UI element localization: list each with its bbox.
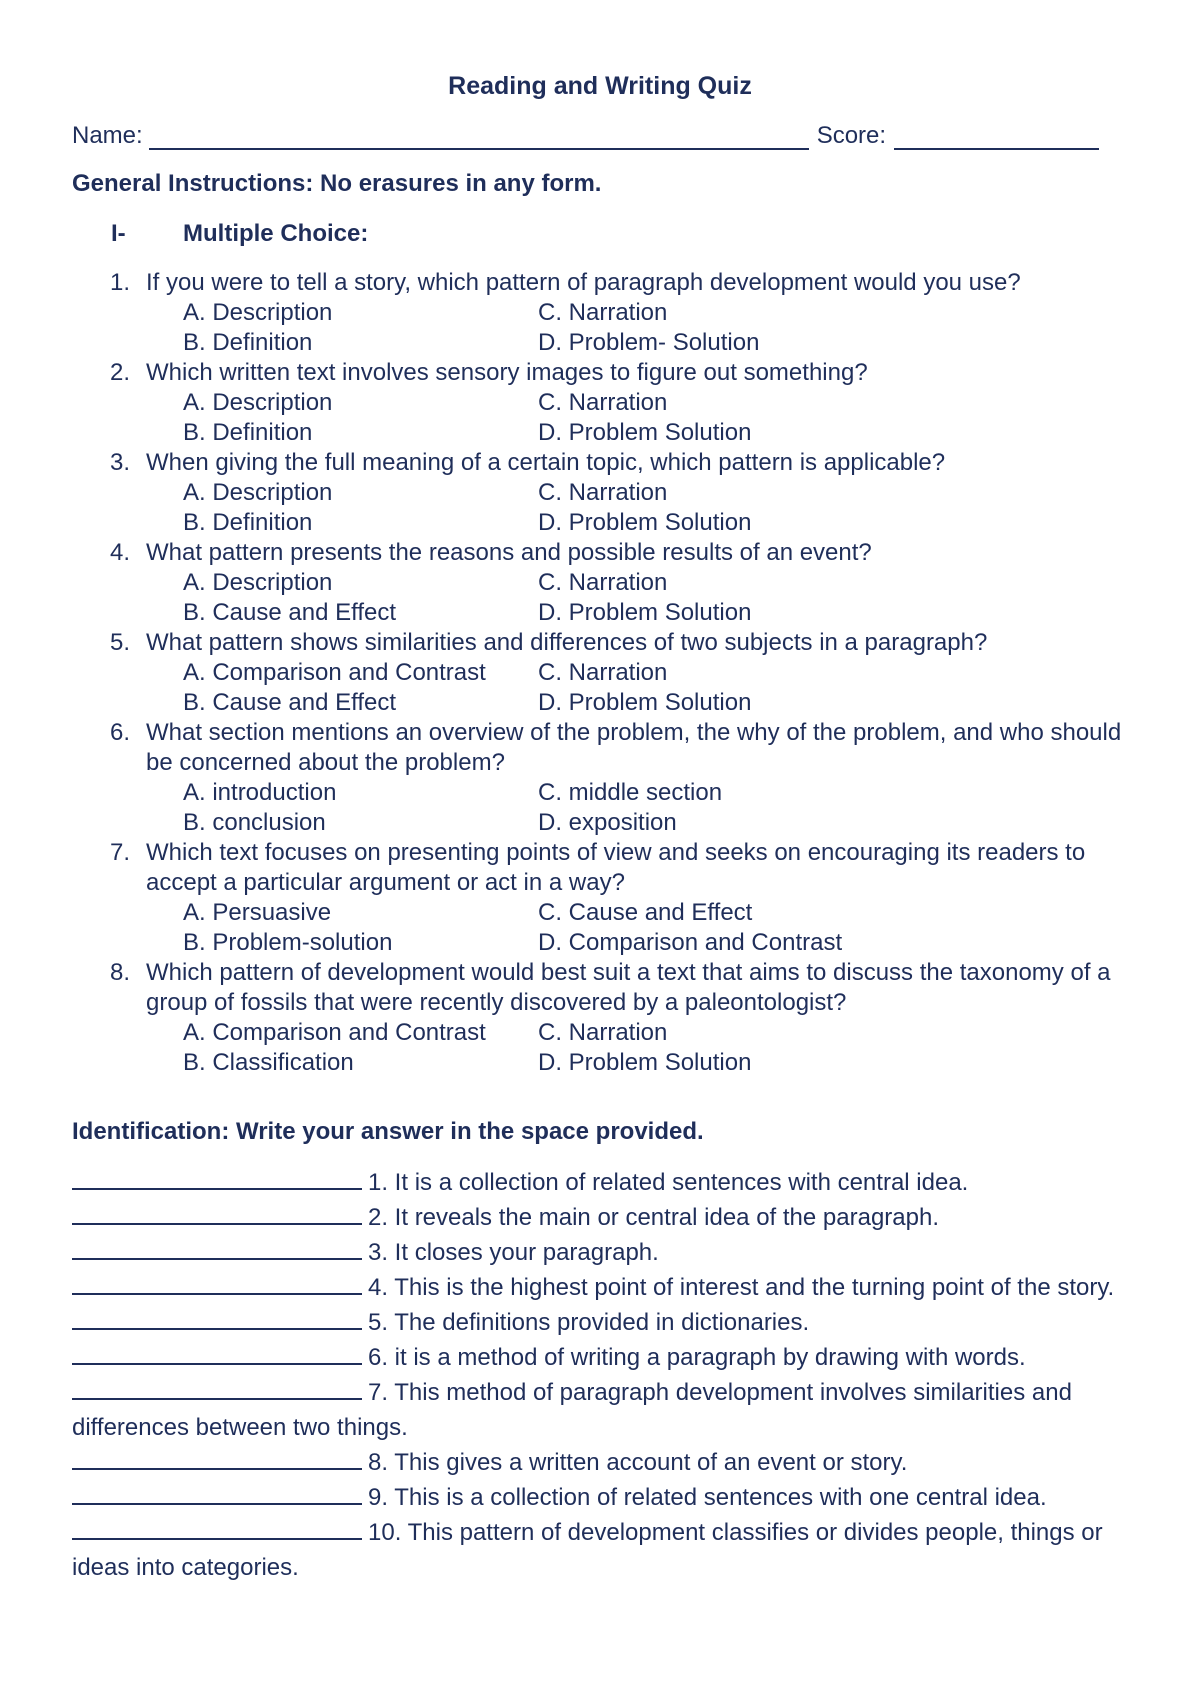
answer-option[interactable]: B. Cause and Effect bbox=[183, 689, 397, 716]
identification-item bbox=[72, 1200, 1132, 1235]
option-row bbox=[0, 418, 1200, 448]
answer-option[interactable]: C. Cause and Effect bbox=[538, 899, 753, 926]
question-text: Which written text involves sensory images to figure out something? bbox=[146, 359, 868, 386]
question-text: Which text focuses on presenting points of view and seeks on encouraging its readers to accept a particular argument or act in a way? bbox=[146, 839, 1086, 896]
score-blank[interactable] bbox=[894, 126, 1099, 150]
answer-blank[interactable] bbox=[72, 1271, 362, 1295]
identification-item bbox=[72, 1480, 1132, 1515]
option-row bbox=[0, 928, 1200, 958]
answer-option[interactable]: A. Comparison and Contrast bbox=[183, 1019, 486, 1046]
answer-option[interactable]: A. Description bbox=[183, 479, 333, 506]
question-number: 4. bbox=[110, 539, 131, 566]
answer-option[interactable]: D. Problem Solution bbox=[538, 419, 752, 446]
identification-item bbox=[72, 1305, 1132, 1340]
name-score-row bbox=[72, 122, 1122, 150]
answer-blank[interactable] bbox=[72, 1376, 362, 1400]
name-label: Name: bbox=[72, 122, 143, 149]
identification-item bbox=[72, 1340, 1132, 1375]
answer-blank[interactable] bbox=[72, 1166, 362, 1190]
answer-option[interactable]: C. Narration bbox=[538, 659, 668, 686]
question-text: If you were to tell a story, which pattern of paragraph development would you use? bbox=[146, 269, 1021, 296]
answer-blank[interactable] bbox=[72, 1341, 362, 1365]
option-row bbox=[0, 898, 1200, 928]
option-row bbox=[0, 778, 1200, 808]
quiz-title: Reading and Writing Quiz bbox=[448, 72, 752, 100]
question-text: What pattern presents the reasons and possible results of an event? bbox=[146, 539, 872, 566]
identification-text: 5. The definitions provided in dictionaries. bbox=[368, 1309, 810, 1336]
answer-blank[interactable] bbox=[72, 1446, 362, 1470]
identification-text: 4. This is the highest point of interest and the turning point of the story. bbox=[368, 1274, 1115, 1301]
answer-option[interactable]: A. introduction bbox=[183, 779, 337, 806]
option-row bbox=[0, 1048, 1200, 1078]
answer-option[interactable]: B. Definition bbox=[183, 419, 313, 446]
identification-text: 8. This gives a written account of an event or story. bbox=[368, 1449, 908, 1476]
answer-blank[interactable] bbox=[72, 1306, 362, 1330]
question-text: When giving the full meaning of a certain topic, which pattern is applicable? bbox=[146, 449, 946, 476]
answer-blank[interactable] bbox=[72, 1481, 362, 1505]
answer-option[interactable]: B. Cause and Effect bbox=[183, 599, 397, 626]
answer-option[interactable]: B. Classification bbox=[183, 1049, 354, 1076]
option-row bbox=[0, 298, 1200, 328]
answer-option[interactable]: D. Problem Solution bbox=[538, 689, 752, 716]
question-number: 2. bbox=[110, 359, 131, 386]
identification-list bbox=[72, 1165, 1132, 1585]
option-row bbox=[0, 1018, 1200, 1048]
multiple-choice-list bbox=[0, 268, 1200, 1078]
option-row bbox=[0, 388, 1200, 418]
score-label: Score: bbox=[816, 122, 887, 149]
option-row bbox=[0, 658, 1200, 688]
identification-item bbox=[72, 1235, 1132, 1270]
answer-option[interactable]: B. Definition bbox=[183, 509, 313, 536]
identification-item bbox=[72, 1445, 1132, 1480]
answer-option[interactable]: D. exposition bbox=[538, 809, 677, 836]
answer-option[interactable]: A. Description bbox=[183, 299, 333, 326]
identification-item bbox=[72, 1165, 1132, 1200]
answer-option[interactable]: C. Narration bbox=[538, 299, 668, 326]
identification-text: 10. This pattern of development classifies or divides people, things or ideas into categories. bbox=[72, 1519, 1103, 1581]
option-row bbox=[0, 598, 1200, 628]
answer-option[interactable]: A. Comparison and Contrast bbox=[183, 659, 486, 686]
question-item bbox=[0, 538, 1200, 568]
identification-text: 6. it is a method of writing a paragraph by drawing with words. bbox=[368, 1344, 1026, 1371]
identification-item bbox=[72, 1375, 1132, 1445]
question-text: What pattern shows similarities and differences of two subjects in a paragraph? bbox=[146, 629, 988, 656]
identification-item bbox=[72, 1515, 1132, 1585]
answer-option[interactable]: A. Persuasive bbox=[183, 899, 332, 926]
answer-option[interactable]: B. conclusion bbox=[183, 809, 326, 836]
option-row bbox=[0, 328, 1200, 358]
question-text: Which pattern of development would best suit a text that aims to discuss the taxonomy of a group of fossils that were recently discovered by a paleontologist? bbox=[146, 959, 1111, 1016]
option-row bbox=[0, 688, 1200, 718]
answer-option[interactable]: C. Narration bbox=[538, 1019, 668, 1046]
identification-text: 7. This method of paragraph development involves similarities and differences between two things. bbox=[72, 1379, 1072, 1441]
question-item bbox=[0, 838, 1200, 898]
answer-option[interactable]: A. Description bbox=[183, 569, 333, 596]
question-item bbox=[0, 958, 1200, 1018]
answer-option[interactable]: D. Comparison and Contrast bbox=[538, 929, 843, 956]
question-number: 3. bbox=[110, 449, 131, 476]
answer-option[interactable]: B. Definition bbox=[183, 329, 313, 356]
question-item bbox=[0, 448, 1200, 478]
option-row bbox=[0, 478, 1200, 508]
answer-option[interactable]: C. Narration bbox=[538, 569, 668, 596]
answer-option[interactable]: B. Problem-solution bbox=[183, 929, 393, 956]
answer-option[interactable]: D. Problem Solution bbox=[538, 599, 752, 626]
question-number: 8. bbox=[110, 959, 131, 986]
identification-text: 3. It closes your paragraph. bbox=[368, 1239, 659, 1266]
section-numeral: I- bbox=[111, 220, 126, 247]
answer-option[interactable]: D. Problem Solution bbox=[538, 509, 752, 536]
question-number: 6. bbox=[110, 719, 131, 746]
question-item bbox=[0, 268, 1200, 298]
option-row bbox=[0, 508, 1200, 538]
answer-blank[interactable] bbox=[72, 1201, 362, 1225]
answer-blank[interactable] bbox=[72, 1236, 362, 1260]
question-item bbox=[0, 718, 1200, 778]
question-number: 1. bbox=[110, 269, 131, 296]
answer-option[interactable]: D. Problem- Solution bbox=[538, 329, 760, 356]
question-number: 7. bbox=[110, 839, 131, 866]
question-number: 5. bbox=[110, 629, 131, 656]
general-instructions: General Instructions: No erasures in any form. bbox=[72, 170, 602, 197]
identification-text: 2. It reveals the main or central idea of the paragraph. bbox=[368, 1204, 939, 1231]
question-item bbox=[0, 358, 1200, 388]
identification-heading: Identification: Write your answer in the space provided. bbox=[72, 1118, 704, 1145]
section-multiple-choice-heading bbox=[111, 220, 368, 248]
identification-text: 1. It is a collection of related sentences with central idea. bbox=[368, 1169, 969, 1196]
question-item bbox=[0, 628, 1200, 658]
section-label: Multiple Choice: bbox=[183, 220, 369, 247]
name-blank[interactable] bbox=[149, 126, 809, 150]
option-row bbox=[0, 808, 1200, 838]
question-text: What section mentions an overview of the problem, the why of the problem, and who should be concerned about the problem? bbox=[146, 719, 1122, 776]
answer-option[interactable]: C. Narration bbox=[538, 389, 668, 416]
answer-option[interactable]: C. middle section bbox=[538, 779, 723, 806]
identification-item bbox=[72, 1270, 1132, 1305]
option-row bbox=[0, 568, 1200, 598]
answer-option[interactable]: D. Problem Solution bbox=[538, 1049, 752, 1076]
answer-option[interactable]: C. Narration bbox=[538, 479, 668, 506]
answer-option[interactable]: A. Description bbox=[183, 389, 333, 416]
identification-text: 9. This is a collection of related sentences with one central idea. bbox=[368, 1484, 1047, 1511]
answer-blank[interactable] bbox=[72, 1516, 362, 1540]
